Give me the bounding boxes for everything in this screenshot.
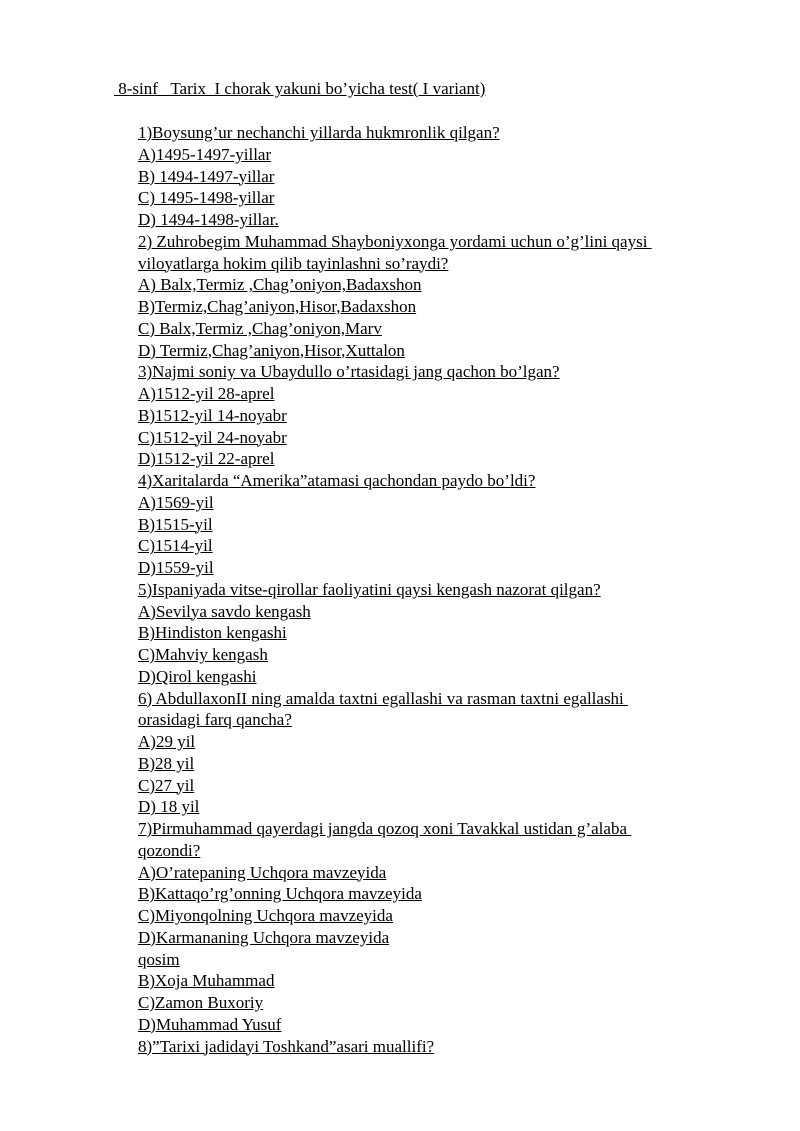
text-line: C)Miyonqolning Uchqora mavzeyida	[138, 906, 393, 925]
text-line: B)1512-yil 14-noyabr	[138, 405, 287, 425]
page-title: 8-sinf Tarix I chorak yakuni bo’yicha test( I variant)	[114, 79, 486, 98]
text-line: D) 18 yil	[138, 797, 200, 817]
text-line: B) 1494-1497-yillar	[138, 166, 275, 186]
text-line: 6) AbdullaxonII ning amalda taxtni egallashi va rasman taxtni egallashi	[138, 688, 629, 708]
text-line: 7)Pirmuhammad qayerdagi jangda qozoq xoni Tavakkal ustidan g’alaba	[138, 819, 632, 838]
text-line: D)1512-yil 22-aprel	[138, 449, 275, 469]
text-line: D)Karmananing Uchqora mavzeyida	[138, 927, 390, 947]
text-line: 5)Ispaniyada vitse-qirollar faoliyatini qaysi kengash nazorat qilgan?	[138, 579, 601, 599]
text-line: D) Termiz,Chag’aniyon,Hisor,Xuttalon	[138, 340, 405, 360]
text-line: qosim	[138, 949, 180, 969]
text-line: 1)Boysung’ur nechanchi yillarda hukmronlik qilgan?	[138, 123, 500, 142]
text-line: orasidagi farq qancha?	[138, 710, 292, 730]
text-line: 8)”Tarixi jadidayi Toshkand”asari muallifi?	[138, 1036, 435, 1056]
text-line: 4)Xaritalarda “Amerika”atamasi qachondan paydo bo’ldi?	[138, 471, 536, 490]
text-line: B)Hindiston kengashi	[138, 623, 287, 643]
text-line: B)1515-yil	[138, 514, 213, 534]
text-line: qozondi?	[138, 840, 201, 860]
text-line: D)Muhammad Yusuf	[138, 1014, 282, 1034]
text-line: A)1495-1497-yillar	[138, 144, 272, 164]
text-line: C)1512-yil 24-noyabr	[138, 427, 287, 447]
text-line: A)1569-yil	[138, 492, 214, 512]
test-questions	[138, 122, 738, 1057]
text-line: C) Balx,Termiz ,Chag’oniyon,Marv	[138, 318, 382, 338]
text-line: C)Zamon Buxoriy	[138, 993, 264, 1012]
text-line: A)O’ratepaning Uchqora mavzeyida	[138, 862, 387, 882]
text-line: C) 1495-1498-yillar	[138, 188, 275, 208]
text-line: C)Mahviy kengash	[138, 645, 268, 664]
text-line: C)27 yil	[138, 775, 195, 795]
text-line: 2) Zuhrobegim Muhammad Shayboniyxonga yordami uchun o’g’lini qaysi	[138, 231, 652, 251]
text-line: B)28 yil	[138, 753, 195, 773]
text-line: A)Sevilya savdo kengash	[138, 601, 311, 621]
text-line: B)Kattaqo’rg’onning Uchqora mavzeyida	[138, 884, 422, 904]
text-line: D) 1494-1498-yillar.	[138, 210, 279, 229]
text-line: A)29 yil	[138, 732, 196, 751]
text-line: viloyatlarga hokim qilib tayinlashni so’raydi?	[138, 253, 449, 273]
text-line: C)1514-yil	[138, 536, 213, 556]
text-line: 3)Najmi soniy va Ubaydullo o’rtasidagi jang qachon bo’lgan?	[138, 362, 560, 382]
text-line: A)1512-yil 28-aprel	[138, 384, 275, 403]
text-line: B)Xoja Muhammad	[138, 971, 275, 991]
text-line: D)Qirol kengashi	[138, 666, 257, 686]
text-line: A) Balx,Termiz ,Chag’oniyon,Badaxshon	[138, 275, 422, 295]
text-line: D)1559-yil	[138, 558, 214, 577]
text-line: B)Termiz,Chag’aniyon,Hisor,Badaxshon	[138, 297, 417, 316]
